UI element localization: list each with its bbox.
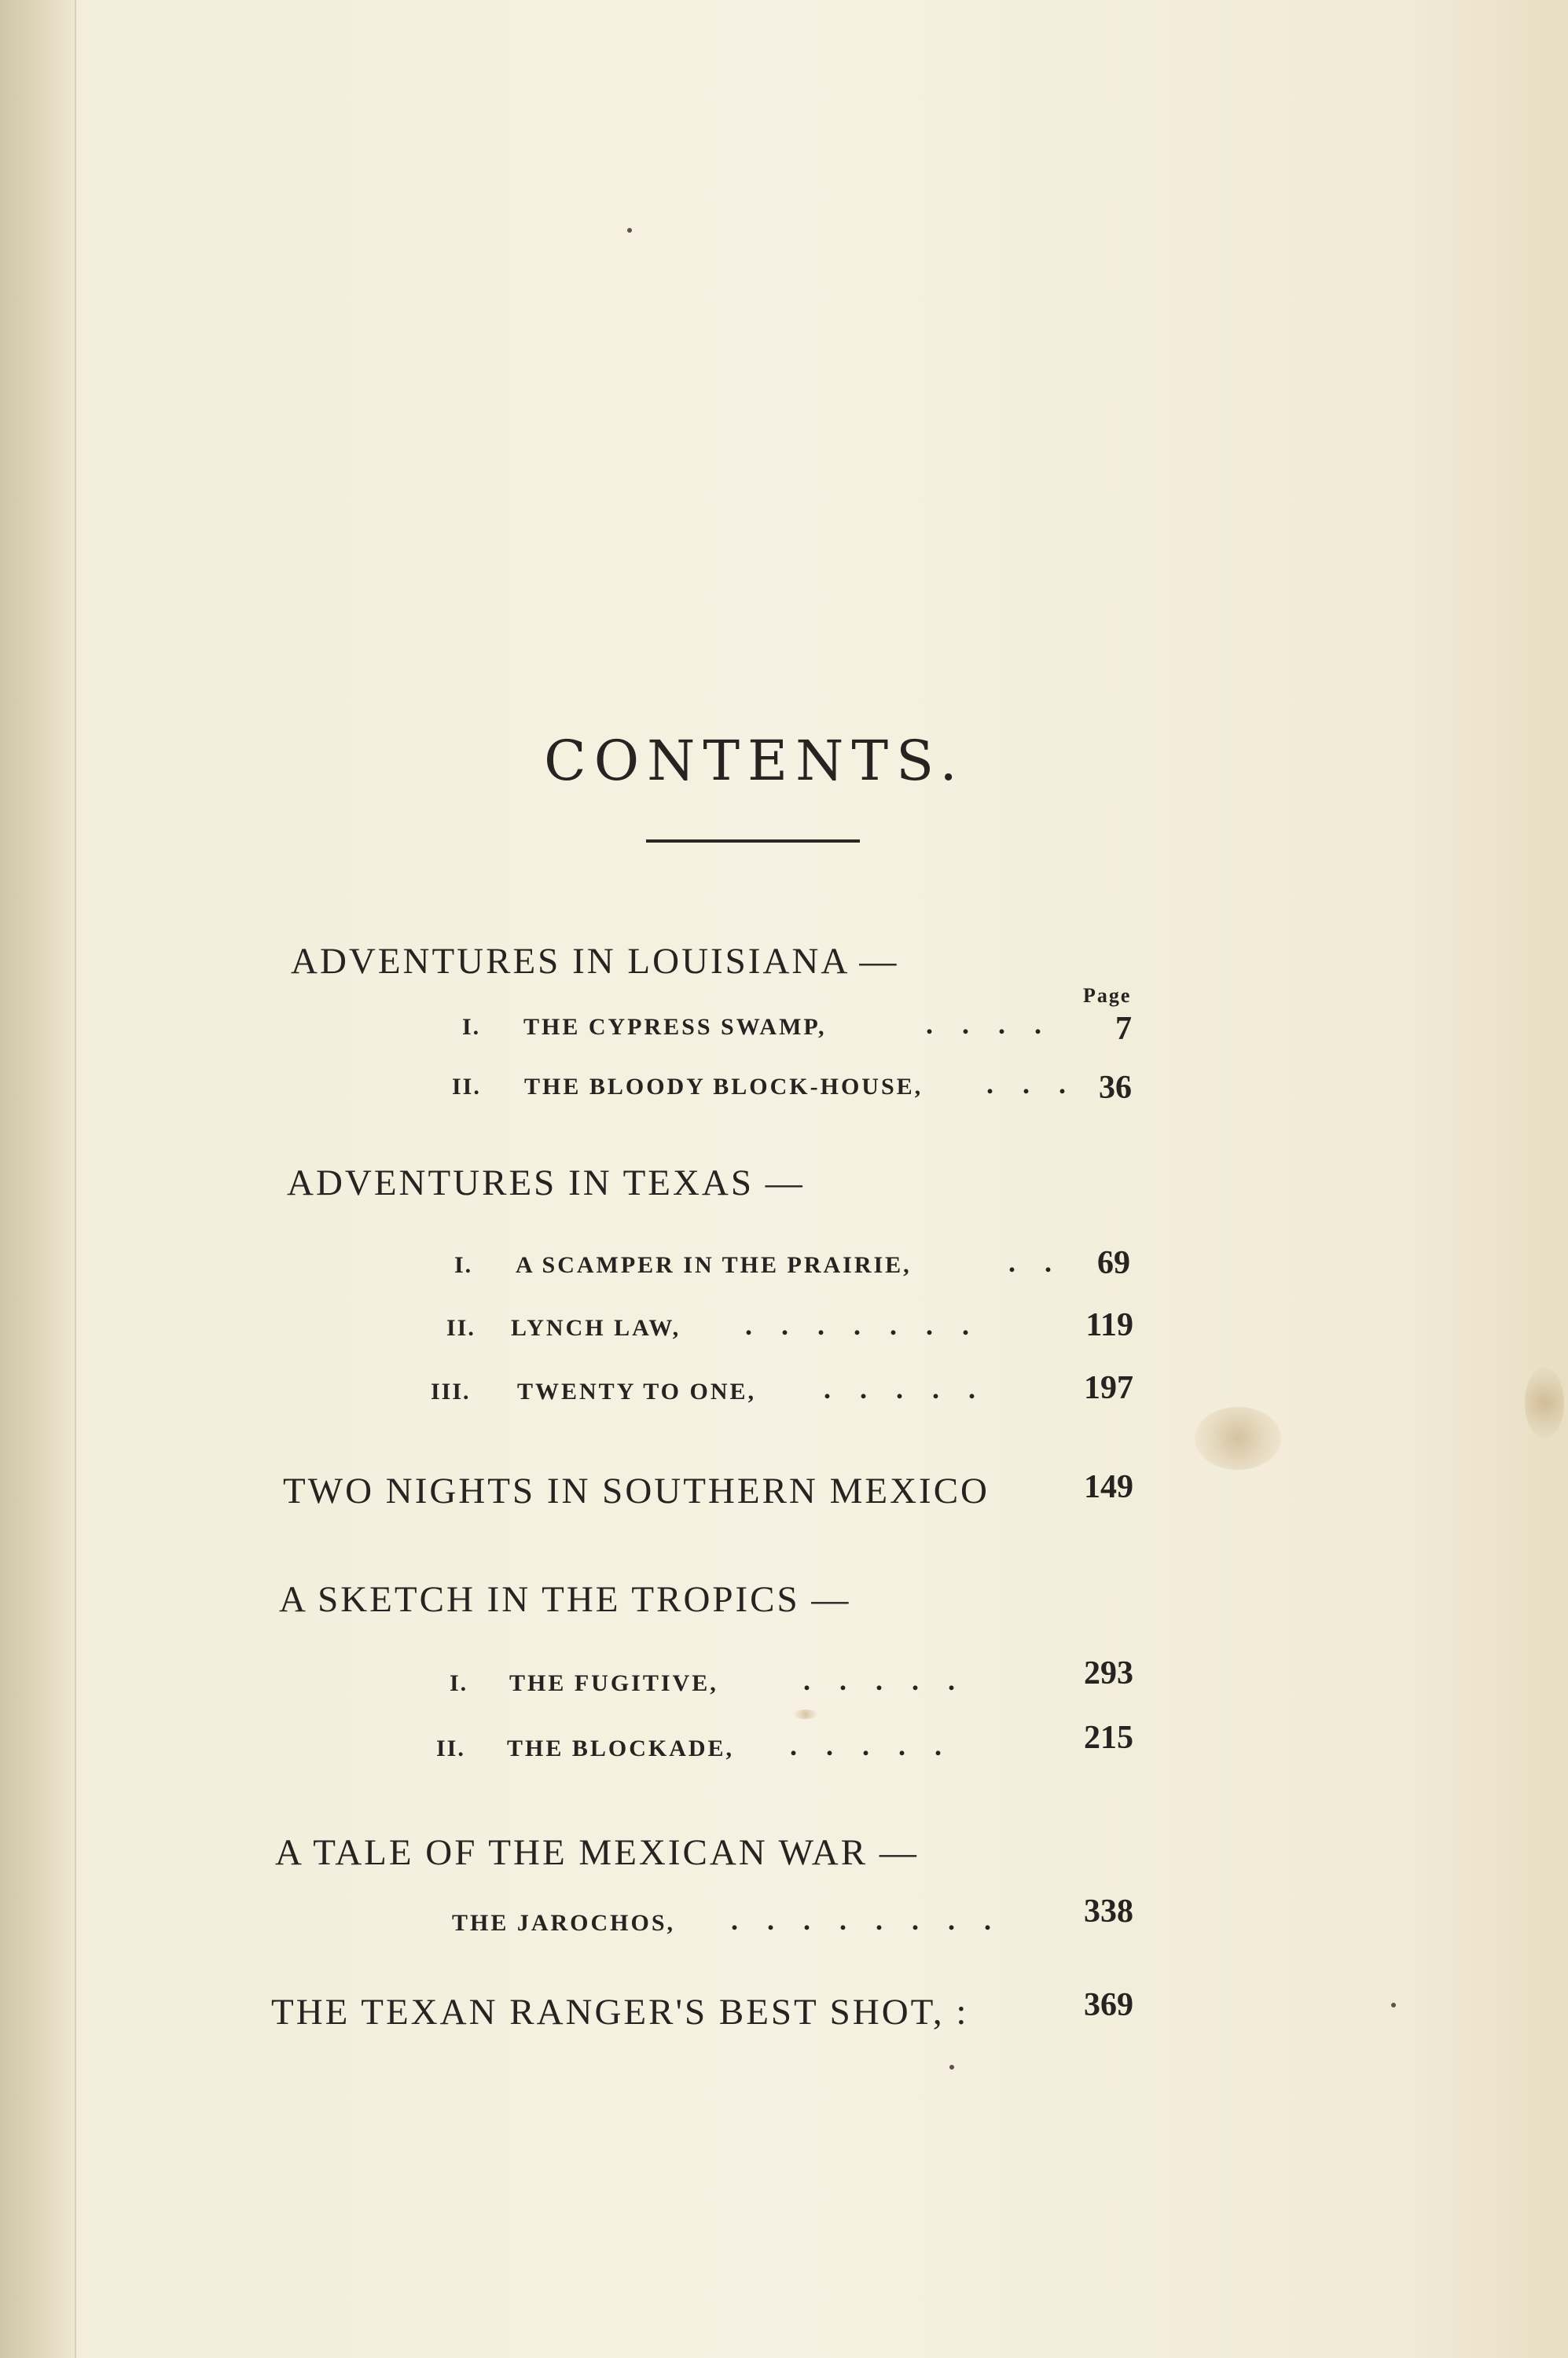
page-number: 338 <box>1084 1893 1133 1930</box>
leader-dots: . . . <box>986 1068 1077 1100</box>
entry-title: TWENTY TO ONE, <box>517 1379 757 1405</box>
entry-number: I. <box>462 1014 481 1040</box>
section-heading: ADVENTURES IN LOUISIANA — <box>291 941 899 982</box>
foxing-stain <box>1525 1368 1564 1438</box>
leader-dots: . . . . . <box>824 1373 986 1405</box>
entry-number: II. <box>452 1074 481 1100</box>
entry-title: THE BLOCKADE, <box>507 1735 735 1761</box>
section-heading: TWO NIGHTS IN SOUTHERN MEXICO <box>283 1471 990 1511</box>
page-number: 69 <box>1097 1245 1130 1281</box>
entry-title: THE BLOODY BLOCK-HOUSE, <box>524 1074 924 1100</box>
entry-number: II. <box>436 1735 465 1761</box>
page-title: CONTENTS. <box>544 728 965 793</box>
section-heading: THE TEXAN RANGER'S BEST SHOT, : <box>271 1992 969 2033</box>
entry-title: A SCAMPER IN THE PRAIRIE, <box>516 1252 912 1278</box>
entry-title: THE FUGITIVE, <box>509 1670 718 1696</box>
ink-speck <box>1391 2003 1396 2007</box>
leader-dots: . . <box>1008 1247 1063 1278</box>
title-rule <box>646 839 860 843</box>
entry-number: II. <box>446 1315 476 1341</box>
leader-dots: . . . . . . . <box>745 1309 980 1341</box>
page-number: 369 <box>1084 1987 1133 2023</box>
page-column-label: Page <box>1083 984 1132 1007</box>
entry-title: THE CYPRESS SWAMP, <box>523 1014 827 1040</box>
leader-dots: . . . . . <box>790 1730 953 1761</box>
leader-dots: . . . . <box>926 1008 1052 1040</box>
entry-number: III. <box>431 1379 471 1405</box>
page-number: 293 <box>1084 1655 1133 1691</box>
page-number: 197 <box>1084 1370 1133 1406</box>
page-number: 215 <box>1084 1720 1133 1756</box>
page-gutter <box>0 0 76 2358</box>
entry-number: I. <box>454 1252 473 1278</box>
foxing-stain <box>1195 1407 1281 1470</box>
page-number: 7 <box>1115 1011 1132 1047</box>
entry-number: I. <box>450 1670 468 1696</box>
foxing-stain <box>794 1710 817 1719</box>
leader-dots: . . . . . <box>803 1665 966 1696</box>
page-number: 119 <box>1085 1307 1133 1343</box>
leader-dots: . . . . . . . . <box>731 1904 1002 1936</box>
page-number: 149 <box>1084 1469 1133 1505</box>
entry-title: THE JAROCHOS, <box>452 1910 676 1936</box>
ink-speck <box>627 228 632 233</box>
page-number: 36 <box>1099 1070 1132 1106</box>
ink-speck <box>949 2065 954 2070</box>
section-heading: ADVENTURES IN TEXAS — <box>287 1162 805 1203</box>
entry-title: LYNCH LAW, <box>511 1315 681 1341</box>
section-heading: A SKETCH IN THE TROPICS — <box>279 1579 851 1620</box>
section-heading: A TALE OF THE MEXICAN WAR — <box>275 1832 919 1873</box>
